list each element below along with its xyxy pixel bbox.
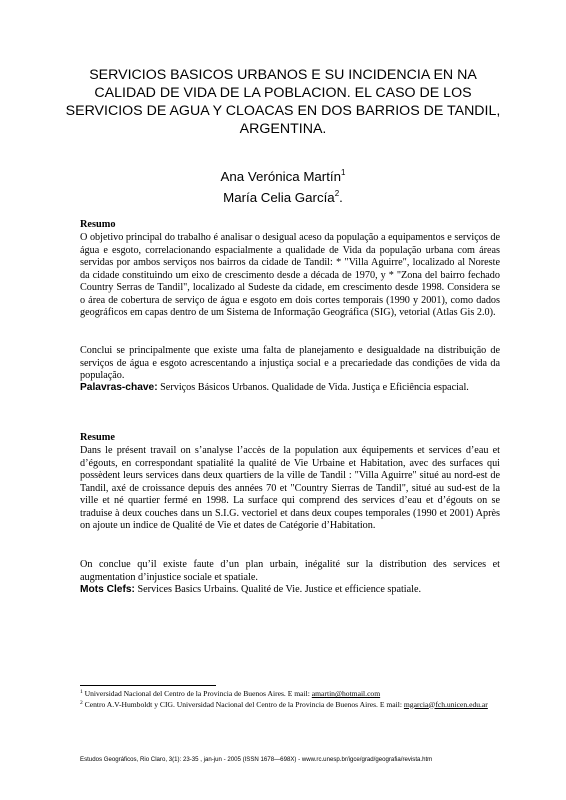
footnote-text: Centro A.V-Humboldt y CIG. Universidad Nacional del Centro de la Provincia de Buenos Aires. E mail:: [82, 699, 404, 709]
keywords-label: Mots Clefs:: [80, 584, 135, 595]
author-name: Ana Verónica Martín: [220, 169, 342, 184]
resume-keywords: [80, 584, 500, 597]
footnote-mark: 1: [80, 689, 83, 695]
author-suffix: .: [339, 190, 343, 205]
email-link[interactable]: mgarcia@fch.unicen.edu.ar: [403, 699, 488, 709]
email-link[interactable]: amartin@hotmail.com: [311, 689, 381, 698]
footnote-text: Universidad Nacional del Centro de la Provincia de Buenos Aires. E mail:: [82, 689, 312, 698]
journal-footer: Estudos Geográficos, Rio Claro, 3(1): 23-35 , jan-jun - 2005 (ISSN 1678—698X) - www.rc.unesp.br/igce/grad/geografia/revista.htm: [80, 756, 433, 763]
author-1: [60, 164, 506, 185]
resumo-body: O objetivo principal do trabalho é analisar o desigual aceso da população a equipamentos e serviços de água e esgoto, correlacionando espacialmente a qualidade de Vida da população urbana com áreas servidas por ambos serviços nos bairros da cidade de Tandil: * "Villa Aguirre", localizado al Noreste da cidade constituindo um eixo de crescimento desde a década de 1970, y * "Zona del bairro fechado Country Serras de Tandil", localizado al Sudeste da cidade, em crescimento desde 1998. Considera se o área de cobertura de serviço de água e esgoto em dois cortes temporais (1990 y 2001), como dados geográficos em capas dentro de um Sistema de Informação Geográfica (SIG), vetorial (Atlas Gis 2.0).: [80, 232, 500, 318]
resumo-conclusion: Conclui se principalmente que existe uma falta de planejamento e desigualdade na distribuição de serviços de água e esgoto acrescentando a injustiça social e a precariedade das condições de vida da população.: [80, 345, 500, 381]
resumo-heading: Resumo: [80, 219, 116, 230]
footnote-mark: 2: [80, 699, 83, 706]
resumo-keywords: [80, 382, 500, 395]
keywords-text: Services Basics Urbains. Qualité de Vie. Justice et efficience spatiale.: [134, 584, 422, 595]
footnote-1: [80, 688, 500, 699]
keywords-text: Serviços Básicos Urbanos. Qualidade de Vida. Justiça e Eficiência espacial.: [157, 382, 469, 393]
resume-conclusion: On conclue qu’il existe faute d’un plan urbain, inégalité sur la distribution des services et augmentation d’injustice sociale et spatiale.: [80, 559, 500, 583]
footnotes: [80, 688, 500, 709]
author-2: [60, 185, 506, 206]
author-name: María Celia García: [223, 190, 335, 205]
author-list: [60, 164, 506, 206]
paper-title: SERVICIOS BASICOS URBANOS E SU INCIDENCIA EN NA CALIDAD DE VIDA DE LA POBLACION. EL CASO DE LOS SERVICIOS DE AGUA Y CLOACAS EN DOS BARRIOS DE TANDIL, ARGENTINA.: [65, 67, 501, 137]
footnote-mark: 1: [341, 168, 346, 177]
keywords-label: Palavras-chave:: [80, 382, 158, 393]
footnote-mark: 2: [334, 189, 340, 198]
footnote-divider: [80, 685, 216, 686]
resume-body: Dans le présent travail on s’analyse l’accès de la population aux équipements et services d’eau et d’égouts, en correspondant spatialité la qualité de Vie Urbaine et Habitation, avec des surfaces qui possèdent leurs services dans deux quartiers de la ville de Tandil : "Villa Aguirre" situé au nord-est de Tandil, axé de croissance depuis des années 70 et "Country Sierras de Tandil", situé au sud-est de la ville et né quartier fermé en 1998. La surface qui comprend des services d’eau et d’égouts on se traduise à deux couches dans un S.I.G. vectoriel et dans deux coupes temporales (1990 et 2001) Après on ajoute un indice de Qualité de Vie et dates de Catégorie d’Habitation.: [80, 445, 500, 531]
footnote-2: [80, 699, 500, 710]
resume-heading: Resume: [80, 432, 115, 443]
